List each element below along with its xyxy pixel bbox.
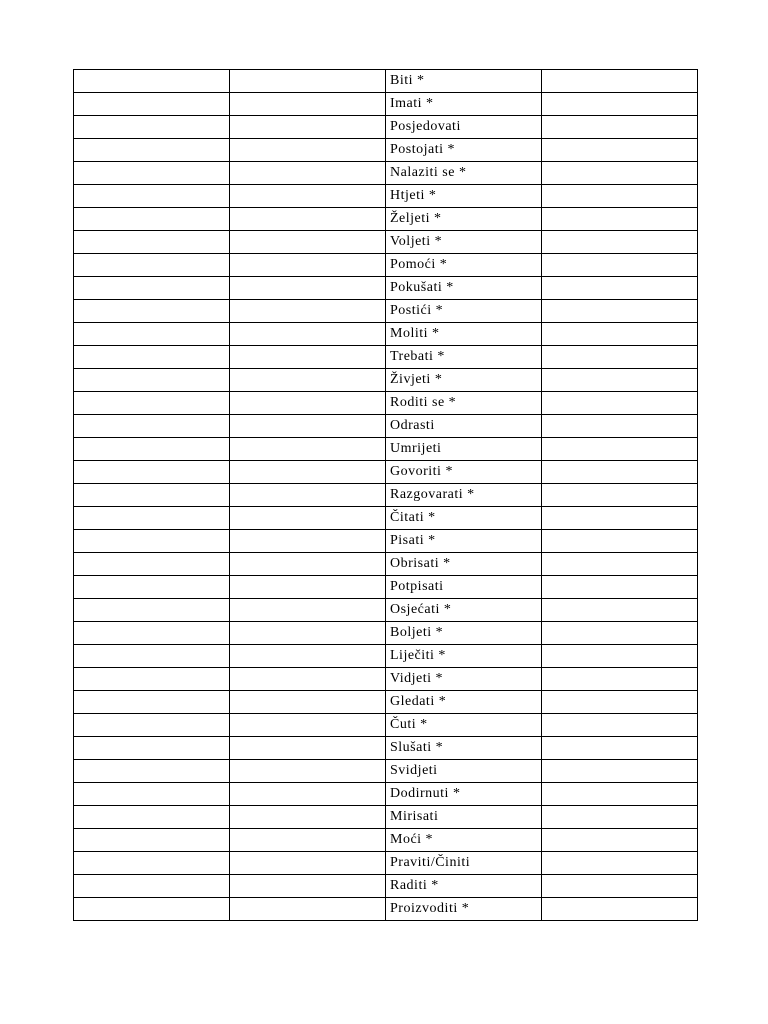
verb-cell: Željeti *: [386, 208, 542, 231]
table-row: [74, 484, 698, 507]
verb-cell: Htjeti *: [386, 185, 542, 208]
empty-cell: [74, 737, 230, 760]
verb-cell: Raditi *: [386, 875, 542, 898]
empty-cell: [230, 323, 386, 346]
verb-cell: Odrasti: [386, 415, 542, 438]
verb-cell: Roditi se *: [386, 392, 542, 415]
verb-cell: Biti *: [386, 70, 542, 93]
empty-cell: [230, 576, 386, 599]
table-row: [74, 162, 698, 185]
empty-cell: [74, 530, 230, 553]
verb-cell: Čitati *: [386, 507, 542, 530]
empty-cell: [74, 300, 230, 323]
empty-cell: [542, 553, 698, 576]
empty-cell: [542, 898, 698, 921]
empty-cell: [74, 622, 230, 645]
empty-cell: [542, 668, 698, 691]
verb-cell: Govoriti *: [386, 461, 542, 484]
empty-cell: [542, 254, 698, 277]
empty-cell: [74, 898, 230, 921]
empty-cell: [230, 162, 386, 185]
empty-cell: [542, 622, 698, 645]
empty-cell: [74, 645, 230, 668]
empty-cell: [74, 208, 230, 231]
empty-cell: [74, 829, 230, 852]
empty-cell: [230, 70, 386, 93]
verb-cell: Imati *: [386, 93, 542, 116]
table-row: [74, 622, 698, 645]
empty-cell: [542, 852, 698, 875]
empty-cell: [230, 231, 386, 254]
empty-cell: [542, 438, 698, 461]
table-row: [74, 737, 698, 760]
empty-cell: [230, 806, 386, 829]
empty-cell: [230, 599, 386, 622]
table-row: [74, 231, 698, 254]
empty-cell: [542, 806, 698, 829]
empty-cell: [74, 553, 230, 576]
empty-cell: [542, 208, 698, 231]
table-row: [74, 875, 698, 898]
verb-table-body: [74, 70, 698, 921]
empty-cell: [74, 139, 230, 162]
table-row: [74, 116, 698, 139]
table-row: [74, 139, 698, 162]
empty-cell: [230, 300, 386, 323]
verb-cell: Postići *: [386, 300, 542, 323]
empty-cell: [74, 875, 230, 898]
empty-cell: [230, 438, 386, 461]
table-row: [74, 254, 698, 277]
verb-cell: Moći *: [386, 829, 542, 852]
table-row: [74, 852, 698, 875]
empty-cell: [74, 852, 230, 875]
verb-cell: Slušati *: [386, 737, 542, 760]
empty-cell: [542, 760, 698, 783]
verb-cell: Liječiti *: [386, 645, 542, 668]
verb-cell: Vidjeti *: [386, 668, 542, 691]
empty-cell: [542, 737, 698, 760]
empty-cell: [74, 484, 230, 507]
verb-cell: Praviti/Činiti: [386, 852, 542, 875]
empty-cell: [74, 415, 230, 438]
empty-cell: [74, 576, 230, 599]
empty-cell: [230, 484, 386, 507]
empty-cell: [542, 461, 698, 484]
empty-cell: [542, 346, 698, 369]
empty-cell: [542, 507, 698, 530]
empty-cell: [74, 162, 230, 185]
empty-cell: [542, 162, 698, 185]
empty-cell: [74, 668, 230, 691]
empty-cell: [230, 737, 386, 760]
table-row: [74, 369, 698, 392]
verb-cell: Potpisati: [386, 576, 542, 599]
empty-cell: [74, 438, 230, 461]
empty-cell: [74, 231, 230, 254]
empty-cell: [230, 139, 386, 162]
empty-cell: [230, 530, 386, 553]
verb-cell: Mirisati: [386, 806, 542, 829]
empty-cell: [230, 346, 386, 369]
table-row: [74, 599, 698, 622]
empty-cell: [74, 116, 230, 139]
empty-cell: [542, 599, 698, 622]
table-row: [74, 438, 698, 461]
verb-cell: Boljeti *: [386, 622, 542, 645]
empty-cell: [542, 829, 698, 852]
table-row: [74, 783, 698, 806]
table-row: [74, 392, 698, 415]
empty-cell: [542, 484, 698, 507]
empty-cell: [542, 415, 698, 438]
empty-cell: [74, 392, 230, 415]
empty-cell: [542, 185, 698, 208]
empty-cell: [542, 875, 698, 898]
verb-cell: Pokušati *: [386, 277, 542, 300]
empty-cell: [230, 645, 386, 668]
empty-cell: [230, 208, 386, 231]
empty-cell: [230, 691, 386, 714]
table-row: [74, 208, 698, 231]
empty-cell: [230, 875, 386, 898]
empty-cell: [542, 392, 698, 415]
empty-cell: [230, 461, 386, 484]
empty-cell: [542, 714, 698, 737]
table-row: [74, 530, 698, 553]
empty-cell: [542, 300, 698, 323]
table-row: [74, 300, 698, 323]
empty-cell: [74, 277, 230, 300]
empty-cell: [230, 392, 386, 415]
verb-cell: Pomoći *: [386, 254, 542, 277]
verb-cell: Svidjeti: [386, 760, 542, 783]
table-row: [74, 70, 698, 93]
table-row: [74, 691, 698, 714]
verb-cell: Trebati *: [386, 346, 542, 369]
empty-cell: [542, 645, 698, 668]
empty-cell: [230, 277, 386, 300]
empty-cell: [230, 898, 386, 921]
table-row: [74, 829, 698, 852]
table-row: [74, 806, 698, 829]
verb-cell: Voljeti *: [386, 231, 542, 254]
empty-cell: [230, 852, 386, 875]
empty-cell: [74, 714, 230, 737]
empty-cell: [74, 461, 230, 484]
verb-cell: Moliti *: [386, 323, 542, 346]
empty-cell: [542, 116, 698, 139]
table-row: [74, 553, 698, 576]
empty-cell: [74, 369, 230, 392]
empty-cell: [230, 668, 386, 691]
empty-cell: [230, 829, 386, 852]
empty-cell: [230, 622, 386, 645]
table-row: [74, 415, 698, 438]
table-row: [74, 898, 698, 921]
verb-cell: Pisati *: [386, 530, 542, 553]
empty-cell: [74, 323, 230, 346]
table-row: [74, 576, 698, 599]
table-row: [74, 323, 698, 346]
empty-cell: [230, 760, 386, 783]
empty-cell: [230, 185, 386, 208]
empty-cell: [542, 70, 698, 93]
verb-cell: Živjeti *: [386, 369, 542, 392]
empty-cell: [542, 277, 698, 300]
empty-cell: [230, 783, 386, 806]
verb-cell: Nalaziti se *: [386, 162, 542, 185]
verb-table: [73, 69, 698, 921]
verb-cell: Umrijeti: [386, 438, 542, 461]
verb-cell: Posjedovati: [386, 116, 542, 139]
empty-cell: [230, 254, 386, 277]
verb-cell: Čuti *: [386, 714, 542, 737]
empty-cell: [74, 806, 230, 829]
empty-cell: [74, 760, 230, 783]
empty-cell: [230, 415, 386, 438]
empty-cell: [74, 507, 230, 530]
table-row: [74, 714, 698, 737]
empty-cell: [74, 93, 230, 116]
empty-cell: [230, 93, 386, 116]
empty-cell: [230, 116, 386, 139]
verb-cell: Osjećati *: [386, 599, 542, 622]
verb-cell: Postojati *: [386, 139, 542, 162]
empty-cell: [542, 369, 698, 392]
empty-cell: [74, 599, 230, 622]
table-row: [74, 645, 698, 668]
table-row: [74, 760, 698, 783]
empty-cell: [74, 254, 230, 277]
table-row: [74, 668, 698, 691]
empty-cell: [542, 231, 698, 254]
empty-cell: [74, 691, 230, 714]
empty-cell: [542, 576, 698, 599]
verb-cell: Razgovarati *: [386, 484, 542, 507]
verb-cell: Gledati *: [386, 691, 542, 714]
empty-cell: [74, 783, 230, 806]
empty-cell: [74, 185, 230, 208]
empty-cell: [230, 553, 386, 576]
empty-cell: [230, 507, 386, 530]
empty-cell: [230, 369, 386, 392]
empty-cell: [542, 139, 698, 162]
empty-cell: [542, 323, 698, 346]
empty-cell: [542, 783, 698, 806]
empty-cell: [74, 346, 230, 369]
empty-cell: [230, 714, 386, 737]
table-row: [74, 185, 698, 208]
verb-cell: Proizvoditi *: [386, 898, 542, 921]
empty-cell: [542, 530, 698, 553]
table-row: [74, 346, 698, 369]
verb-cell: Obrisati *: [386, 553, 542, 576]
table-row: [74, 277, 698, 300]
empty-cell: [542, 93, 698, 116]
empty-cell: [542, 691, 698, 714]
table-row: [74, 507, 698, 530]
empty-cell: [74, 70, 230, 93]
table-row: [74, 461, 698, 484]
verb-cell: Dodirnuti *: [386, 783, 542, 806]
table-row: [74, 93, 698, 116]
